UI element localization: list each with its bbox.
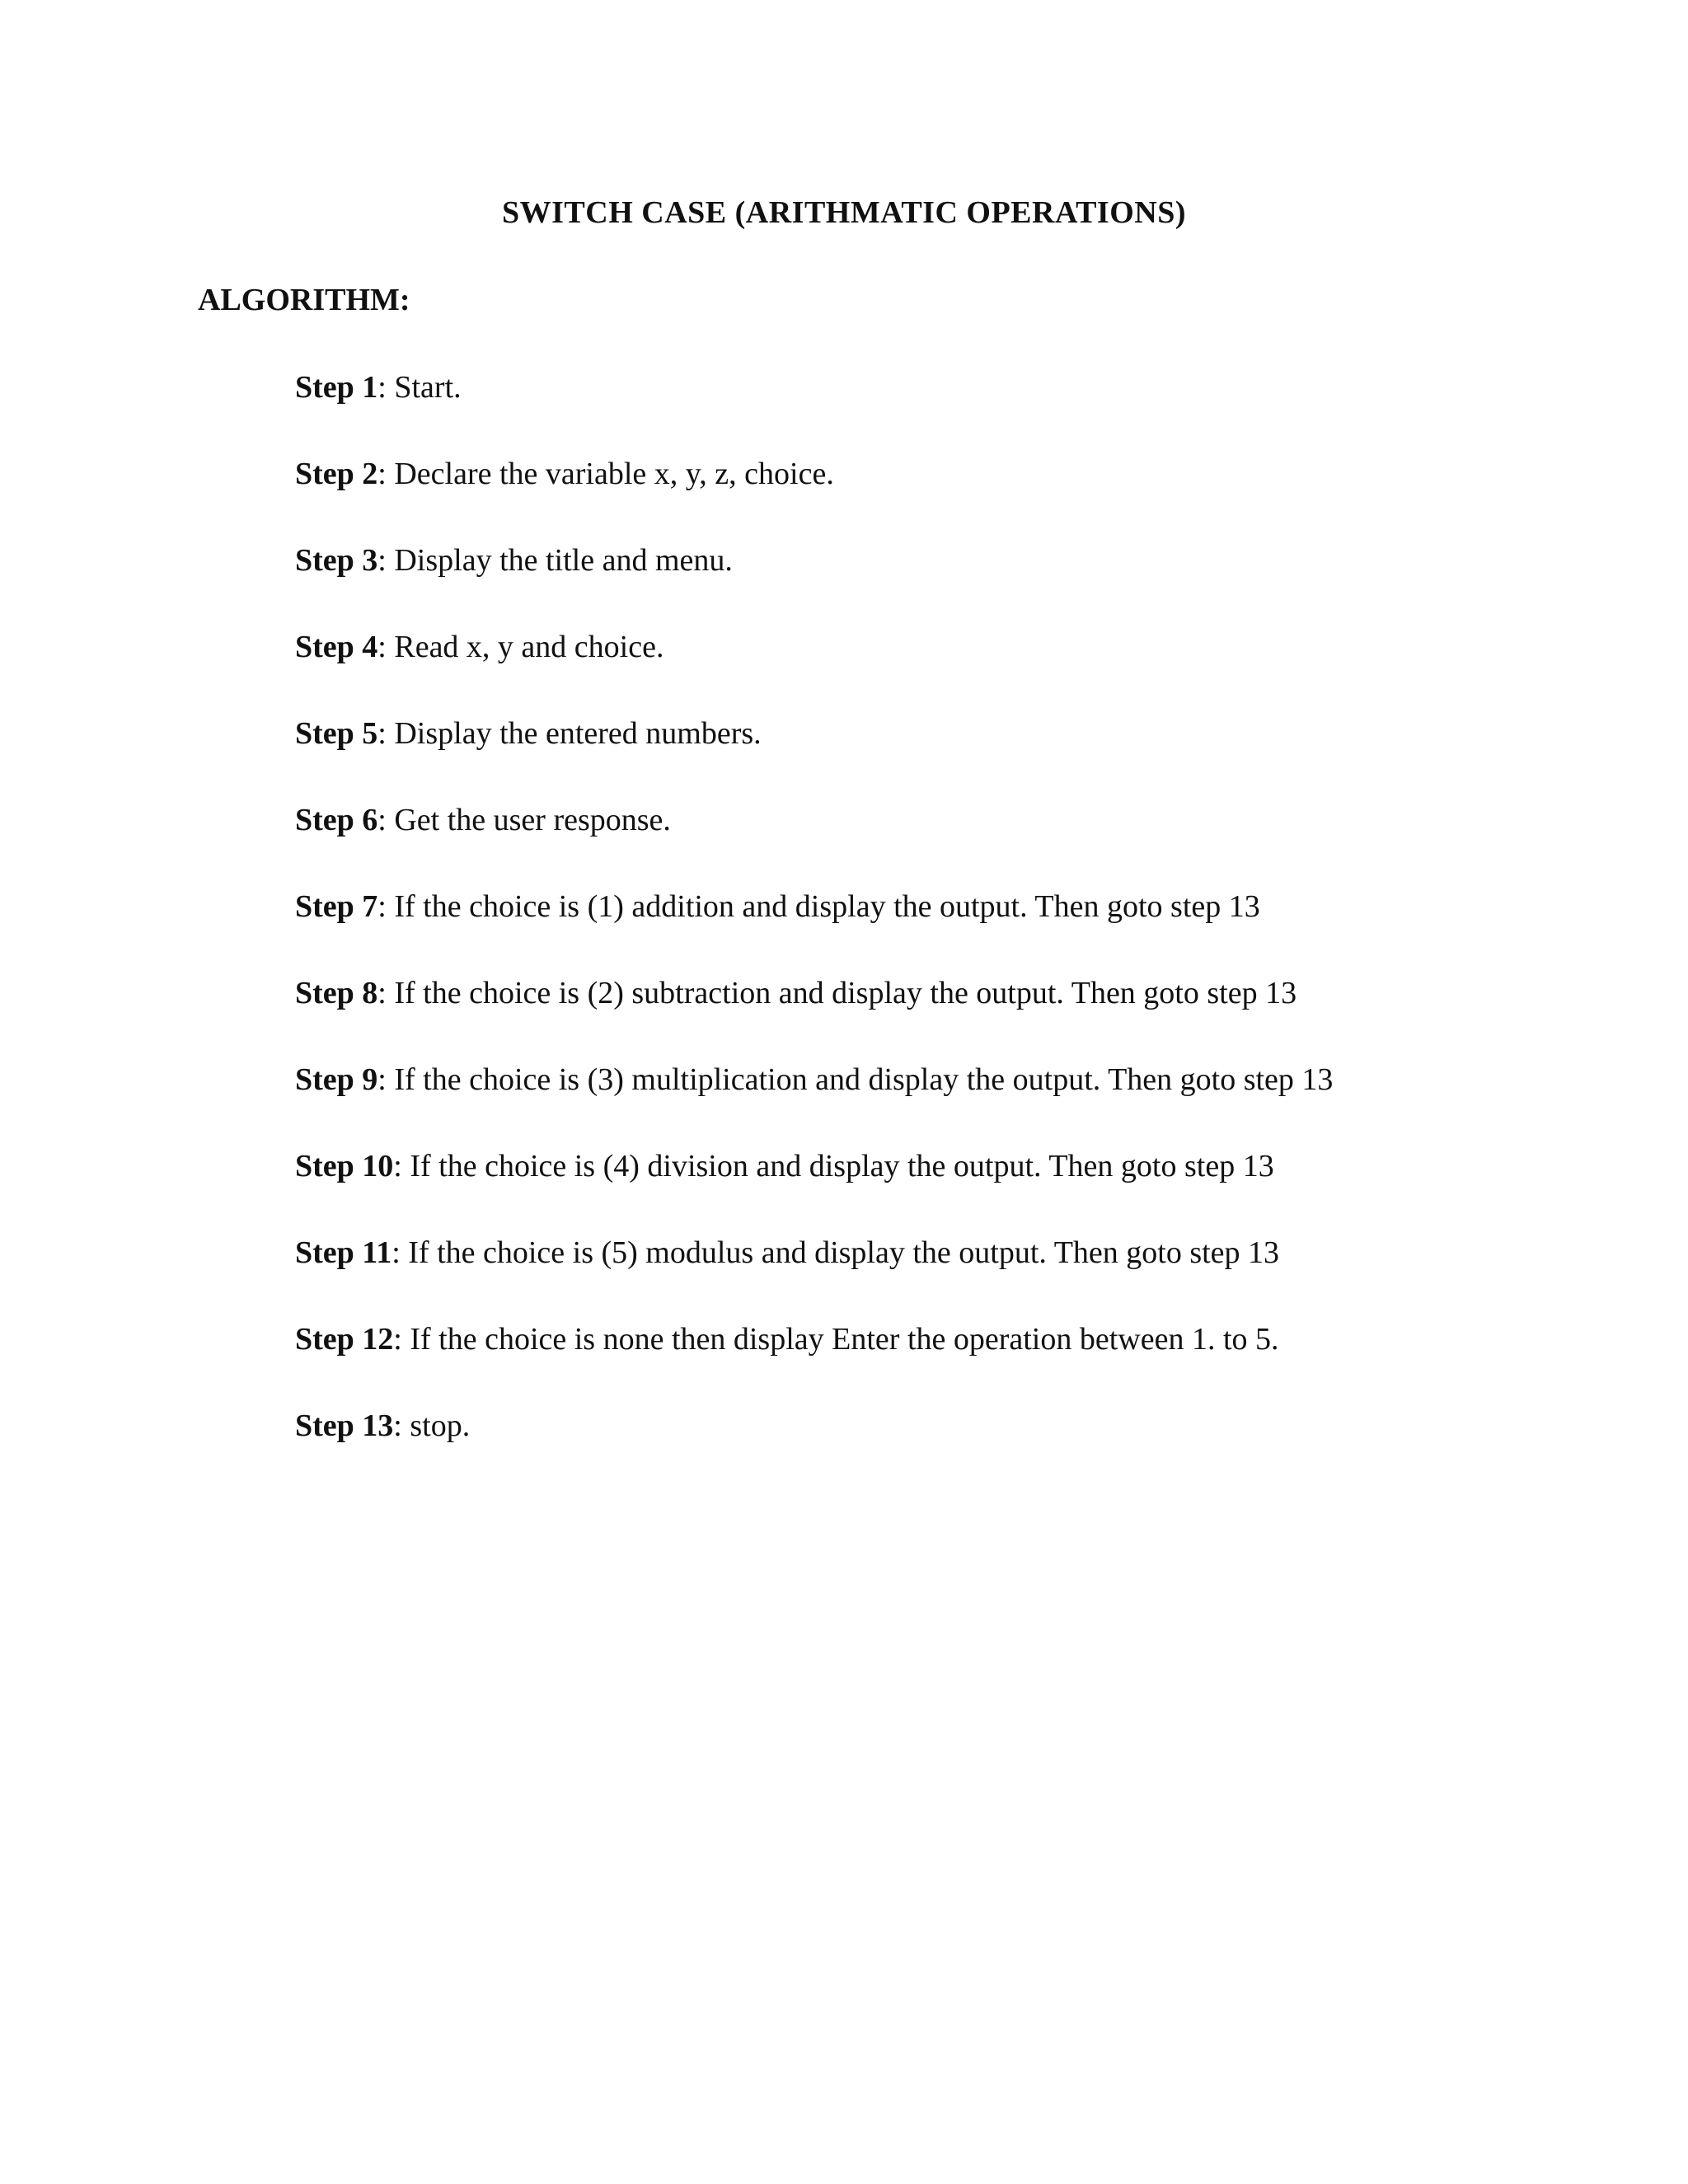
step-3	[295, 542, 1333, 629]
step-8	[295, 975, 1333, 1062]
step-7	[295, 888, 1333, 975]
step-text: : If the choice is (4) division and display the output. Then goto step 13	[393, 1149, 1274, 1183]
step-label: Step 6	[295, 803, 378, 837]
step-text: : If the choice is none then display Enter the operation between 1. to 5.	[393, 1322, 1279, 1357]
step-6	[295, 802, 1333, 888]
step-label: Step 11	[295, 1235, 392, 1270]
step-text: : If the choice is (5) modulus and display the output. Then goto step 13	[392, 1235, 1280, 1270]
step-label: Step 10	[295, 1149, 394, 1183]
step-9	[295, 1062, 1333, 1148]
step-label: Step 8	[295, 976, 378, 1010]
step-5	[295, 715, 1333, 802]
step-label: Step 13	[295, 1408, 394, 1443]
step-text: : Get the user response.	[377, 803, 671, 837]
step-1	[295, 369, 1333, 456]
step-4	[295, 629, 1333, 715]
step-text: : If the choice is (3) multiplication and display the output. Then goto step 13	[377, 1062, 1334, 1097]
step-label: Step 4	[295, 630, 378, 664]
step-13	[295, 1408, 1333, 1494]
step-text: : If the choice is (1) addition and display the output. Then goto step 13	[377, 889, 1260, 924]
step-label: Step 7	[295, 889, 378, 924]
step-12	[295, 1321, 1333, 1408]
step-text: : If the choice is (2) subtraction and display the output. Then goto step 13	[377, 976, 1297, 1010]
step-text: : Display the entered numbers.	[377, 716, 762, 751]
step-2	[295, 456, 1333, 542]
step-text: : Start.	[377, 370, 462, 405]
step-text: : Display the title and menu.	[377, 543, 733, 578]
step-label: Step 9	[295, 1062, 378, 1097]
step-label: Step 12	[295, 1322, 394, 1357]
step-label: Step 1	[295, 370, 378, 405]
step-text: : Read x, y and choice.	[377, 630, 664, 664]
step-label: Step 3	[295, 543, 378, 578]
step-text: : Declare the variable x, y, z, choice.	[377, 457, 834, 491]
step-10	[295, 1148, 1333, 1235]
algorithm-steps-list	[295, 369, 1333, 1494]
step-11	[295, 1235, 1333, 1321]
document-title: SWITCH CASE (ARITHMATIC OPERATIONS)	[501, 195, 1187, 230]
step-label: Step 5	[295, 716, 378, 751]
step-text: : stop.	[393, 1408, 471, 1443]
algorithm-heading: ALGORITHM:	[198, 283, 410, 317]
step-label: Step 2	[295, 457, 378, 491]
